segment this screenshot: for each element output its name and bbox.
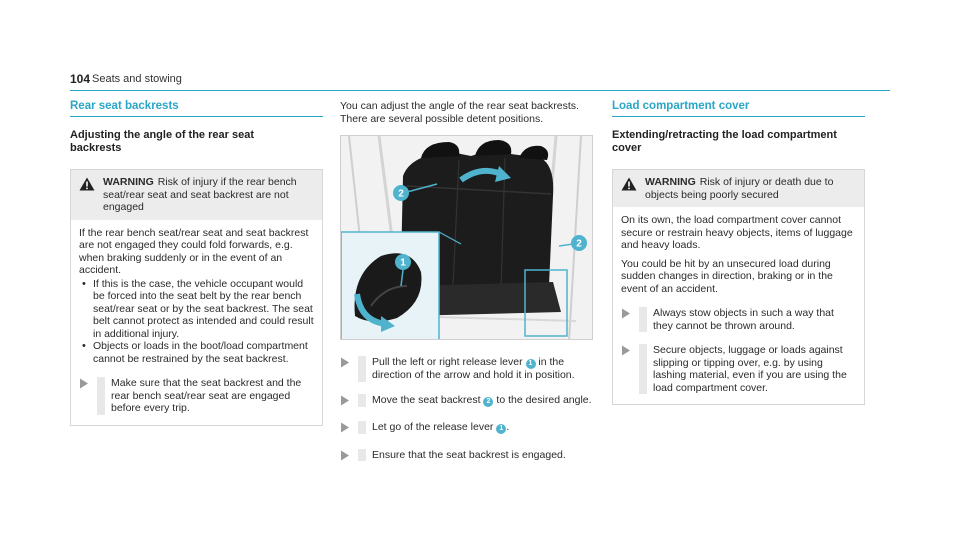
step-arrow-icon: [340, 357, 358, 372]
warning-label: WARNING: [645, 176, 696, 188]
step-arrow-icon: [79, 378, 97, 393]
figure-callout-2-top: 2: [398, 188, 404, 200]
intro-paragraph: You can adjust the angle of the rear seat backrests. There are several possible detent positions.: [340, 100, 579, 125]
warning-box-objects-not-secured: [612, 169, 865, 405]
warning-text: Risk of injury or death due to objects being poorly secured: [645, 176, 834, 201]
instruction-steps: [340, 356, 595, 464]
step-arrow-icon: [621, 345, 639, 360]
step-text-part: to the desired angle.: [493, 393, 592, 406]
step-text: Ensure that the seat backrest is engaged.: [358, 449, 595, 462]
warning-text: Risk of injury if the rear bench seat/rear seat and seat backrest are not engaged: [103, 176, 297, 213]
instruction-step: [621, 307, 856, 332]
warning-header: [71, 170, 322, 220]
warning-triangle-icon: [79, 177, 97, 195]
step-text: [358, 421, 595, 434]
seat-adjust-instructions-column: [340, 100, 595, 464]
warning-triangle-icon: [621, 177, 639, 195]
step-text-part: .: [506, 421, 510, 433]
instruction-step: [621, 344, 856, 394]
step-text: Make sure that the seat backrest and the rear bench seat/rear seat are engaged before every trip.: [97, 377, 314, 415]
instruction-step: [340, 356, 595, 382]
step-text-part: Let go of the release lever: [372, 421, 497, 433]
warning-bullet-list: [79, 278, 314, 366]
figure-callout-2-right: 2: [576, 238, 582, 250]
step-text-part: Move the seat backrest: [372, 393, 484, 406]
subheading-extend-retract: Extending/retracting the load compartment cover: [612, 129, 837, 154]
page-number: 104: [70, 72, 91, 86]
figure-callout-1: 1: [400, 257, 406, 269]
section-heading-load-compartment-cover: Load compartment cover: [612, 100, 865, 117]
rear-seat-backrests-column: [70, 100, 323, 426]
callout-badge-2: 2: [483, 397, 493, 407]
step-text: [358, 394, 595, 407]
instruction-step: [340, 394, 595, 410]
instruction-step: [340, 449, 595, 465]
step-arrow-icon: [621, 308, 639, 323]
page-header: [70, 72, 890, 91]
load-compartment-cover-column: [612, 100, 865, 405]
step-text: Always stow objects in such a way that they cannot be thrown around.: [639, 307, 856, 332]
warning-bullet-item: • Objects or loads in the boot/load compartment cannot be restrained by the seat backrest.: [79, 340, 314, 365]
warning-bullet-item: • If this is the case, the vehicle occupant would be forced into the seat belt by the rear bench seat/rear seat or by the seat backrest. The seat belt cannot protect as intended and could result in additional injury.: [79, 278, 314, 341]
step-text: Secure objects, luggage or loads against slipping or tipping over, e.g. by using lashing material, even if you are using the load compartment cover.: [639, 344, 856, 394]
page-section-title: Seats and stowing: [92, 73, 182, 85]
callout-badge-1: 1: [496, 424, 506, 434]
subheading-adjust-angle: Adjusting the angle of the rear seat backrests: [70, 129, 254, 154]
warning-body: [71, 220, 322, 425]
step-text: [358, 356, 595, 382]
warning-body: [613, 207, 864, 404]
warning-label: WARNING: [103, 176, 154, 188]
warning-body-text: You could be hit by an unsecured load during sudden changes in direction, braking or in the event of an accident.: [621, 257, 833, 295]
step-arrow-icon: [340, 395, 358, 410]
rear-seat-illustration: [340, 135, 593, 340]
step-arrow-icon: [340, 450, 358, 465]
step-text-part: Pull the left or right release lever: [372, 356, 526, 368]
warning-box-seat-not-engaged: [70, 169, 323, 426]
instruction-step: [79, 377, 314, 415]
step-text-part: in the direction of the arrow and hold it in position.: [372, 356, 575, 381]
section-heading-rear-seat-backrests: Rear seat backrests: [70, 100, 323, 117]
warning-body-text: On its own, the load compartment cover cannot secure or restrain heavy objects, items of luggage and heavy loads.: [621, 214, 853, 251]
rear-seat-illustration-svg: [341, 136, 593, 340]
warning-body-text: If the rear bench seat/rear seat and seat backrest are not engaged they could fold forwards, e.g. when braking suddenly or in the event of an accident.: [79, 226, 309, 276]
instruction-step: [340, 421, 595, 437]
warning-header: [613, 170, 864, 207]
step-arrow-icon: [340, 422, 358, 437]
callout-badge-1: 1: [526, 359, 536, 369]
